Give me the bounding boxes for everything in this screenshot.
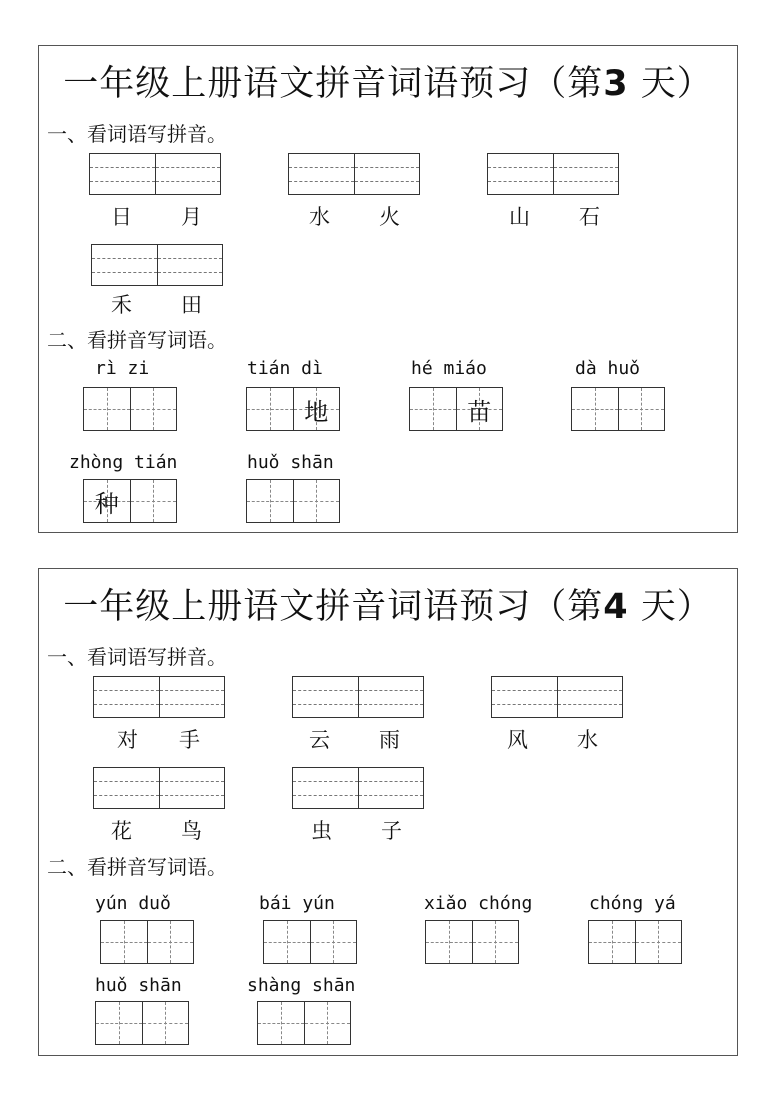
word-character: 石 <box>579 205 600 229</box>
worksheet-title: 一年级上册语文拼音词语预习（第4 天） <box>63 587 713 627</box>
word-character: 山 <box>509 205 530 229</box>
day-number: 3 <box>603 64 629 104</box>
pinyin-writing-box[interactable] <box>288 153 420 195</box>
character-writing-box[interactable] <box>95 1001 189 1045</box>
character-writing-box[interactable] <box>588 920 682 964</box>
word-character: 风 <box>507 728 528 752</box>
word-character: 手 <box>179 728 200 752</box>
pinyin-label: huǒ shān <box>247 452 334 473</box>
worksheet-day-4 <box>38 568 738 1056</box>
word-character: 田 <box>181 293 202 317</box>
pinyin-label: rì zi <box>95 358 150 379</box>
word-character: 雨 <box>379 728 400 752</box>
word-character: 火 <box>379 205 400 229</box>
character-writing-box[interactable] <box>246 479 340 523</box>
section-heading-write-words: 二、看拼音写词语。 <box>47 855 227 879</box>
day-number: 4 <box>603 587 629 627</box>
character-writing-box[interactable] <box>83 387 177 431</box>
pinyin-writing-box[interactable] <box>292 676 424 718</box>
worksheet-title: 一年级上册语文拼音词语预习（第3 天） <box>63 64 713 104</box>
word-character: 虫 <box>311 819 332 843</box>
character-writing-box[interactable]: 地 <box>246 387 340 431</box>
pinyin-label: chóng yá <box>589 893 676 914</box>
pinyin-writing-box[interactable] <box>89 153 221 195</box>
word-character: 鸟 <box>181 819 202 843</box>
pinyin-writing-box[interactable] <box>292 767 424 809</box>
word-character: 水 <box>309 205 330 229</box>
pinyin-writing-box[interactable] <box>487 153 619 195</box>
pinyin-writing-box[interactable] <box>93 767 225 809</box>
pinyin-label: yún duǒ <box>95 893 171 914</box>
section-heading-write-pinyin: 一、看词语写拼音。 <box>47 645 227 669</box>
character-writing-box[interactable] <box>257 1001 351 1045</box>
word-character: 水 <box>577 728 598 752</box>
pinyin-label: shàng shān <box>247 975 356 996</box>
worksheet-day-3 <box>38 45 738 533</box>
character-writing-box[interactable] <box>263 920 357 964</box>
pinyin-label: xiǎo chóng <box>424 893 533 914</box>
section-heading-write-pinyin: 一、看词语写拼音。 <box>47 122 227 146</box>
character-writing-box[interactable] <box>571 387 665 431</box>
pinyin-label: hé miáo <box>411 358 487 379</box>
word-character: 云 <box>309 728 330 752</box>
pinyin-writing-box[interactable] <box>93 676 225 718</box>
pinyin-label: huǒ shān <box>95 975 182 996</box>
pinyin-label: tián dì <box>247 358 323 379</box>
character-writing-box[interactable]: 苗 <box>409 387 503 431</box>
word-character: 日 <box>111 205 132 229</box>
pinyin-writing-box[interactable] <box>91 244 223 286</box>
word-character: 月 <box>181 205 202 229</box>
pinyin-label: zhòng tián <box>69 452 178 473</box>
section-heading-write-words: 二、看拼音写词语。 <box>47 328 227 352</box>
word-character: 花 <box>111 819 132 843</box>
pinyin-writing-box[interactable] <box>491 676 623 718</box>
character-writing-box[interactable]: 种 <box>83 479 177 523</box>
character-writing-box[interactable] <box>100 920 194 964</box>
word-character: 子 <box>381 819 402 843</box>
pinyin-label: dà huǒ <box>575 358 641 379</box>
word-character: 对 <box>117 728 138 752</box>
word-character: 禾 <box>111 293 132 317</box>
character-writing-box[interactable] <box>425 920 519 964</box>
pinyin-label: bái yún <box>259 893 335 914</box>
